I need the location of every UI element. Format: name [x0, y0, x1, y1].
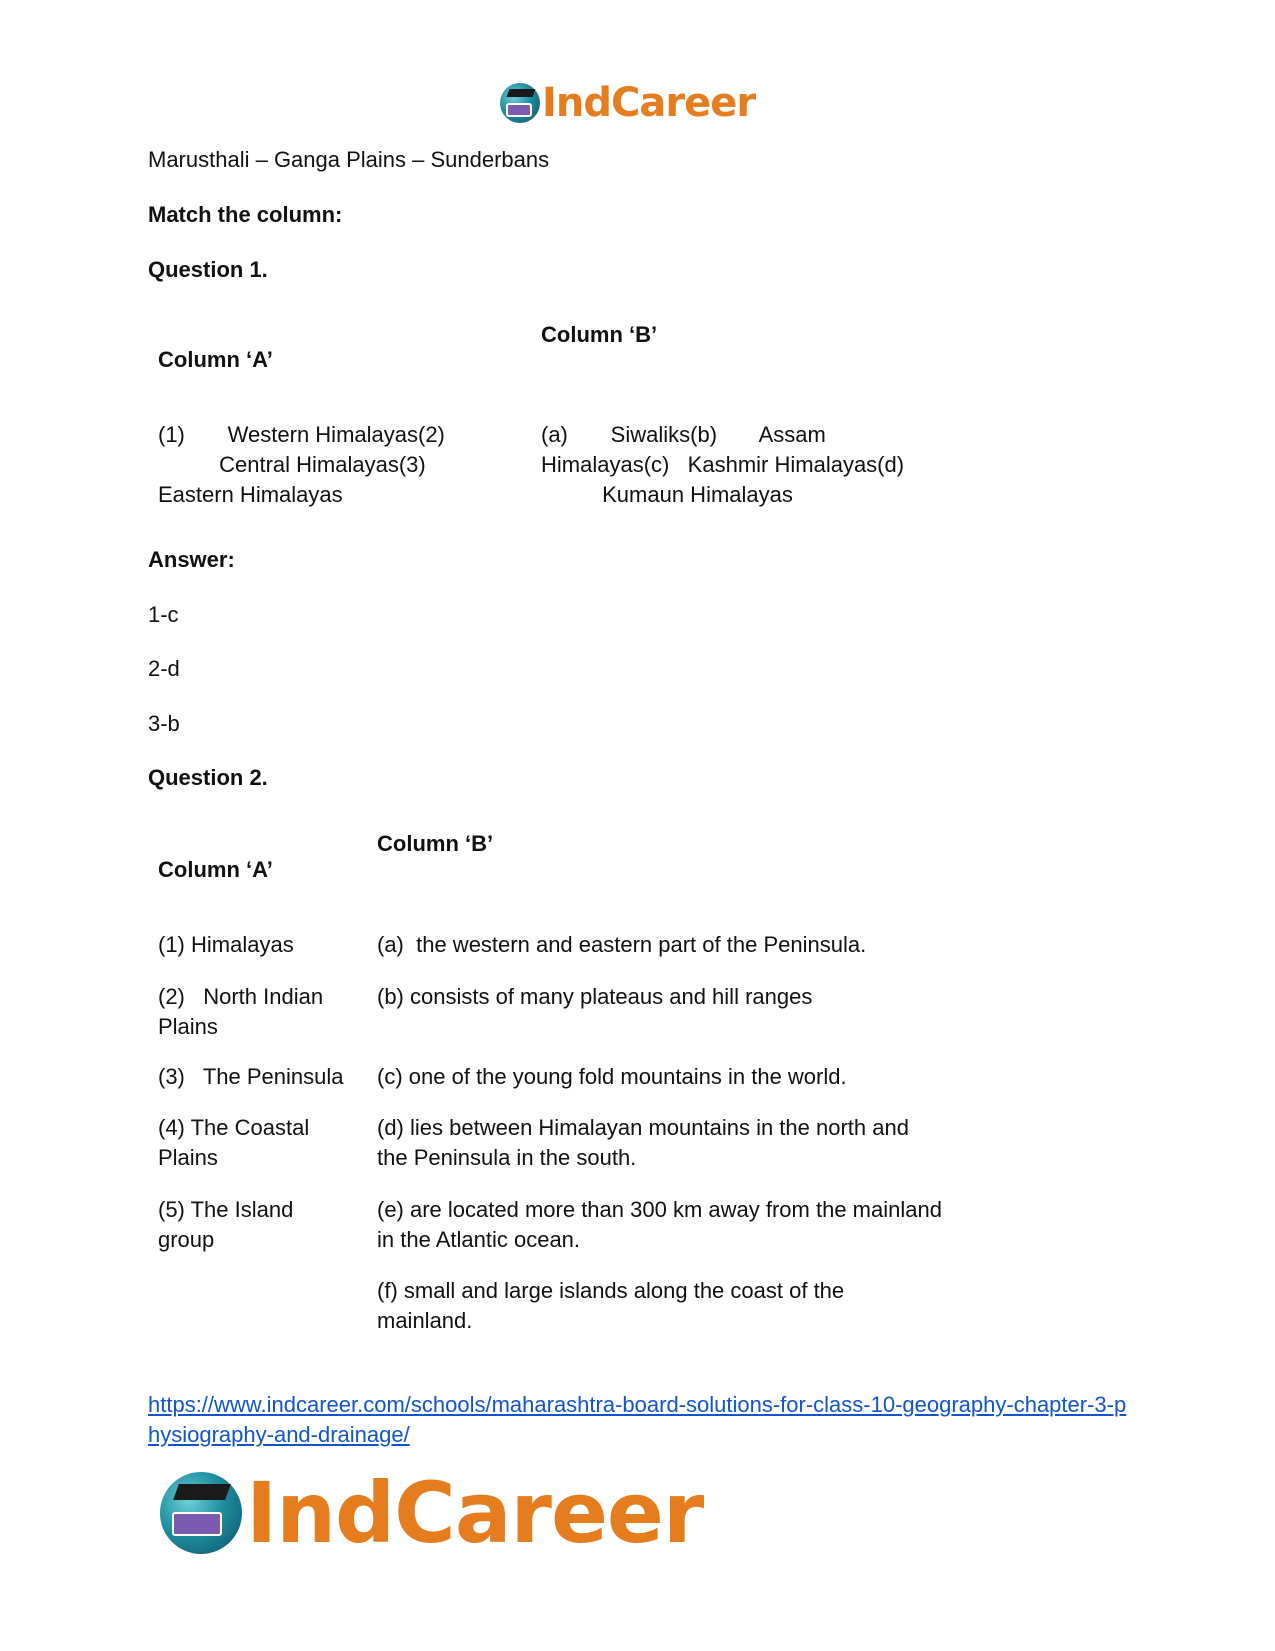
q2-col-b-cell: the Peninsula in the south. [377, 1145, 637, 1170]
brand-name: IndCareer [542, 80, 756, 126]
q2-col-a-cell: Plains [158, 1014, 218, 1039]
q2-col-b-cell: (e) are located more than 300 km away from the mainland [377, 1197, 942, 1222]
graduation-cap-book-icon [500, 83, 540, 123]
q2-col-b-cell: in the Atlantic ocean. [377, 1227, 581, 1252]
q1-col-b-line: Kumaun Himalayas [541, 482, 793, 507]
footer-source-link[interactable]: https://www.indcareer.com/schools/maharashtra-board-solutions-for-class-10-geography-chapter-3-physiography-and-drainage/ [148, 1392, 1127, 1447]
intro-line: Marusthali – Ganga Plains – Sunderbans [148, 147, 550, 172]
q2-col-b-cell: mainland. [377, 1308, 473, 1333]
q1-col-a-line: (1) Western Himalayas(2) [158, 422, 445, 447]
indcareer-logo-bottom [160, 1465, 703, 1561]
q2-col-a-cell: (5) The Island [158, 1197, 294, 1222]
q2-col-b-cell: (c) one of the young fold mountains in the world. [377, 1064, 847, 1089]
q1-col-b-header: Column ‘B’ [541, 322, 658, 347]
q1-col-a-header: Column ‘A’ [158, 347, 273, 372]
q2-col-a-cell: (3) The Peninsula [158, 1064, 344, 1089]
q2-col-a-cell: group [158, 1227, 215, 1252]
q2-col-a-cell: (1) Himalayas [158, 932, 294, 957]
q2-col-b-cell: (a) the western and eastern part of the Peninsula. [377, 932, 867, 957]
brand-name: IndCareer [246, 1464, 704, 1562]
q2-col-b-header: Column ‘B’ [377, 831, 494, 856]
q1-title: Question 1. [148, 257, 268, 282]
q2-col-a-cell: (4) The Coastal [158, 1115, 310, 1140]
q2-col-b-cell: (d) lies between Himalayan mountains in the north and [377, 1115, 909, 1140]
section-heading: Match the column: [148, 202, 343, 227]
answer-item: 1-c [148, 602, 179, 627]
q2-col-a-header: Column ‘A’ [158, 857, 273, 882]
indcareer-logo-top [500, 80, 755, 126]
answer-label: Answer: [148, 547, 235, 572]
q2-title: Question 2. [148, 765, 268, 790]
graduation-cap-book-icon [160, 1472, 242, 1554]
q1-col-b-line: Himalayas(c) Kashmir Himalayas(d) [541, 452, 905, 477]
q2-col-a-cell: Plains [158, 1145, 218, 1170]
q2-col-b-cell: (b) consists of many plateaus and hill ranges [377, 984, 813, 1009]
q1-col-a-line: Central Himalayas(3) [158, 452, 426, 477]
q2-col-a-cell: (2) North Indian [158, 984, 324, 1009]
q2-col-b-cell: (f) small and large islands along the coast of the [377, 1278, 845, 1303]
q1-col-b-line: (a) Siwaliks(b) Assam [541, 422, 826, 447]
answer-item: 2-d [148, 656, 180, 681]
answer-item: 3-b [148, 711, 180, 736]
q1-col-a-line: Eastern Himalayas [158, 482, 343, 507]
